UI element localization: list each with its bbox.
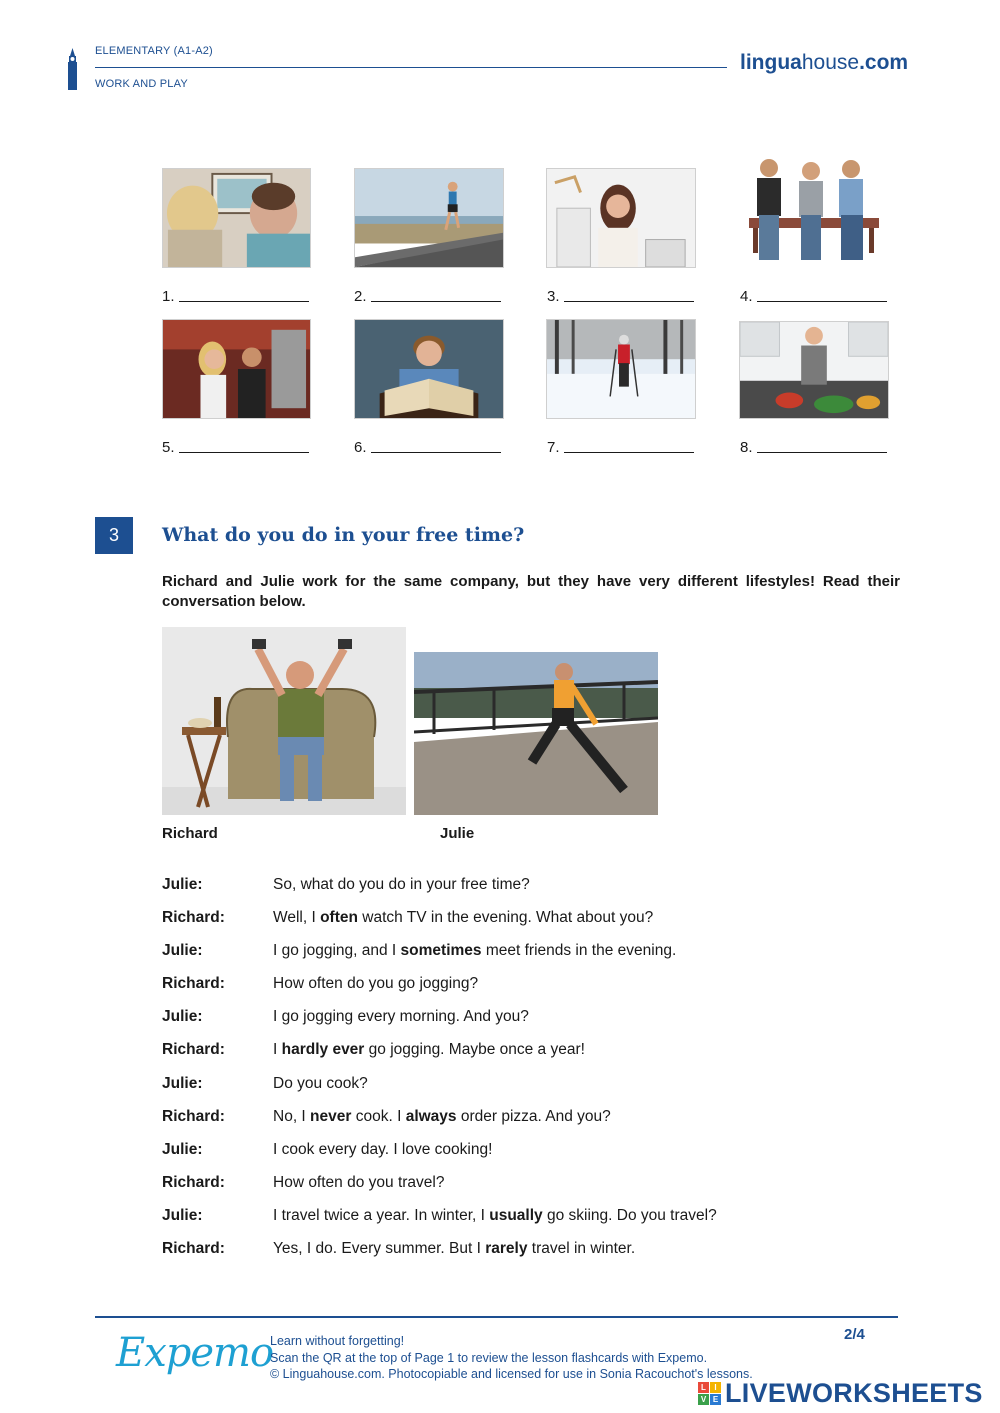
lesson-topic: WORK AND PLAY (95, 78, 188, 90)
dialogue-line (273, 907, 902, 940)
caption-richard: Richard (162, 825, 218, 842)
brand-lingua: lingua (740, 51, 802, 74)
blank-input[interactable] (564, 452, 694, 453)
dialogue-line (273, 1039, 902, 1072)
boy-cooking-photo (739, 321, 889, 419)
dialogue-text: travel in winter. (527, 1240, 636, 1258)
boy-reading-book-photo (354, 319, 504, 419)
dialogue-row (162, 907, 902, 940)
dialogue-row (162, 973, 902, 1006)
page-number: 2/4 (844, 1326, 865, 1343)
dialogue-speaker: Julie: (162, 876, 203, 893)
couple-watching-tv-photo (162, 168, 311, 268)
logo-letter: L (698, 1382, 709, 1393)
footer-qr-instruction: Scan the QR at the top of Page 1 to review the lesson flashcards with Expemo. (270, 1350, 708, 1365)
footer-copyright: © Linguahouse.com. Photocopiable and licensed for use in Sonia Racouchot's lessons. (270, 1367, 753, 1381)
answer-line-6[interactable] (354, 439, 501, 456)
dialogue-speaker: Julie: (162, 1008, 203, 1026)
blank-input[interactable] (564, 301, 694, 302)
logo-letter: E (710, 1394, 721, 1405)
dialogue-row (162, 1172, 902, 1205)
blank-input[interactable] (757, 452, 887, 453)
dialogue-text: I cook every day. I love cooking! (273, 1140, 493, 1158)
dialogue-text: go jogging. Maybe once a year! (364, 1041, 585, 1059)
dialogue-row (162, 1106, 902, 1139)
dialogue-line (273, 1172, 902, 1205)
dialogue-text: No, I (273, 1107, 311, 1125)
frequency-adverb: often (320, 909, 358, 927)
brand-house: house (801, 51, 860, 74)
brand-tld: .com (859, 51, 909, 74)
item-number: 6. (354, 439, 367, 456)
dialogue-line (273, 1139, 902, 1172)
liveworksheets-logo-icon (698, 1382, 721, 1405)
section-title: What do you do in your free time? (162, 524, 525, 546)
dialogue-speaker: Richard: (162, 909, 225, 927)
dialogue-line (273, 973, 902, 1006)
caption-julie: Julie (440, 825, 475, 842)
blank-input[interactable] (757, 301, 887, 302)
dialogue-text: watch TV in the evening. What about you? (357, 909, 654, 927)
dialogue-text: go skiing. Do you travel? (542, 1206, 717, 1224)
dialogue-speaker: Richard: (162, 1173, 225, 1191)
dialogue-speaker: Richard: (162, 975, 225, 993)
item-number: 5. (162, 439, 175, 456)
item-number: 2. (354, 288, 367, 305)
section-intro: Richard and Julie work for the same company, but they have very different lifestyles! Read their conversation below. (162, 573, 900, 610)
brand-logo[interactable] (740, 51, 908, 75)
answer-line-2[interactable] (354, 288, 501, 305)
dialogue-line (273, 1006, 902, 1039)
answer-line-1[interactable] (162, 288, 309, 305)
frequency-adverb: sometimes (400, 942, 482, 960)
dialogue-speaker: Richard: (162, 1240, 225, 1258)
dialogue-text: I (273, 1041, 282, 1059)
dialogue-text: order pizza. And you? (456, 1107, 611, 1125)
course-level: ELEMENTARY (A1-A2) (95, 45, 213, 57)
dialogue-speaker: Richard: (162, 1041, 225, 1059)
footer-divider (95, 1316, 898, 1318)
blank-input[interactable] (179, 301, 309, 302)
dialogue-row (162, 940, 902, 973)
dialogue-speaker: Julie: (162, 1206, 203, 1224)
dialogue-line (273, 1073, 902, 1106)
item-number: 1. (162, 288, 175, 305)
dialogue-text: I go jogging every morning. And you? (273, 1008, 529, 1026)
men-sitting-bench-photo (739, 143, 889, 268)
dialogue-speaker: Julie: (162, 1074, 203, 1092)
frequency-adverb: hardly ever (281, 1041, 365, 1059)
expemo-logo[interactable]: Expemo (116, 1330, 274, 1376)
item-number: 8. (740, 439, 753, 456)
section-number-badge: 3 (95, 517, 133, 554)
dialogue-text: How often do you travel? (273, 1173, 445, 1191)
dialogue-text: Do you cook? (273, 1074, 368, 1092)
dialogue-speaker: Julie: (162, 942, 203, 960)
dialogue-text: How often do you go jogging? (273, 975, 479, 993)
answer-line-5[interactable] (162, 439, 309, 456)
frequency-adverb: rarely (485, 1240, 528, 1258)
logo-letter: I (710, 1382, 721, 1393)
frequency-adverb: never (310, 1107, 352, 1125)
header-divider (95, 67, 727, 68)
dialogue-line (273, 940, 902, 973)
gym-treadmill-photo (162, 319, 311, 419)
richard-armchair-photo (162, 627, 406, 815)
dialogue-line (273, 1238, 902, 1271)
answer-line-8[interactable] (740, 439, 887, 456)
woman-shopping-photo (546, 168, 696, 268)
answer-line-7[interactable] (547, 439, 694, 456)
answer-line-4[interactable] (740, 288, 887, 305)
dialogue-text: Well, I (273, 909, 321, 927)
dialogue-line (273, 874, 902, 907)
dialogue-text: meet friends in the evening. (481, 942, 677, 960)
dialogue-text: cook. I (351, 1107, 406, 1125)
dialogue-speaker: Richard: (162, 1107, 225, 1125)
dialogue-row (162, 874, 902, 907)
dialogue (162, 874, 902, 1271)
footer-notice (270, 1333, 753, 1383)
dialogue-row (162, 1139, 902, 1172)
woman-skiing-photo (546, 319, 696, 419)
dialogue-row (162, 1006, 902, 1039)
logo-letter: V (698, 1394, 709, 1405)
blank-input[interactable] (371, 301, 501, 302)
dialogue-row (162, 1039, 902, 1072)
dialogue-line (273, 1205, 902, 1238)
answer-line-3[interactable] (547, 288, 694, 305)
dialogue-text: I travel twice a year. In winter, I (273, 1206, 490, 1224)
dialogue-row (162, 1238, 902, 1271)
frequency-adverb: always (405, 1107, 457, 1125)
item-number: 3. (547, 288, 560, 305)
frequency-adverb: usually (489, 1206, 543, 1224)
blank-input[interactable] (371, 452, 501, 453)
liveworksheets-text: LIVEWORKSHEETS (725, 1378, 983, 1408)
dialogue-line (273, 1106, 902, 1139)
dialogue-row (162, 1073, 902, 1106)
big-ben-icon (66, 48, 79, 90)
item-number: 4. (740, 288, 753, 305)
dialogue-text: I go jogging, and I (273, 942, 401, 960)
julie-stretching-photo (414, 652, 658, 815)
woman-jogging-photo (354, 168, 504, 268)
liveworksheets-watermark[interactable] (698, 1378, 983, 1409)
blank-input[interactable] (179, 452, 309, 453)
dialogue-row (162, 1205, 902, 1238)
item-number: 7. (547, 439, 560, 456)
dialogue-text: So, what do you do in your free time? (273, 876, 530, 893)
dialogue-text: Yes, I do. Every summer. But I (273, 1240, 486, 1258)
footer-tagline: Learn without forgetting! (270, 1334, 405, 1348)
dialogue-speaker: Julie: (162, 1140, 203, 1158)
